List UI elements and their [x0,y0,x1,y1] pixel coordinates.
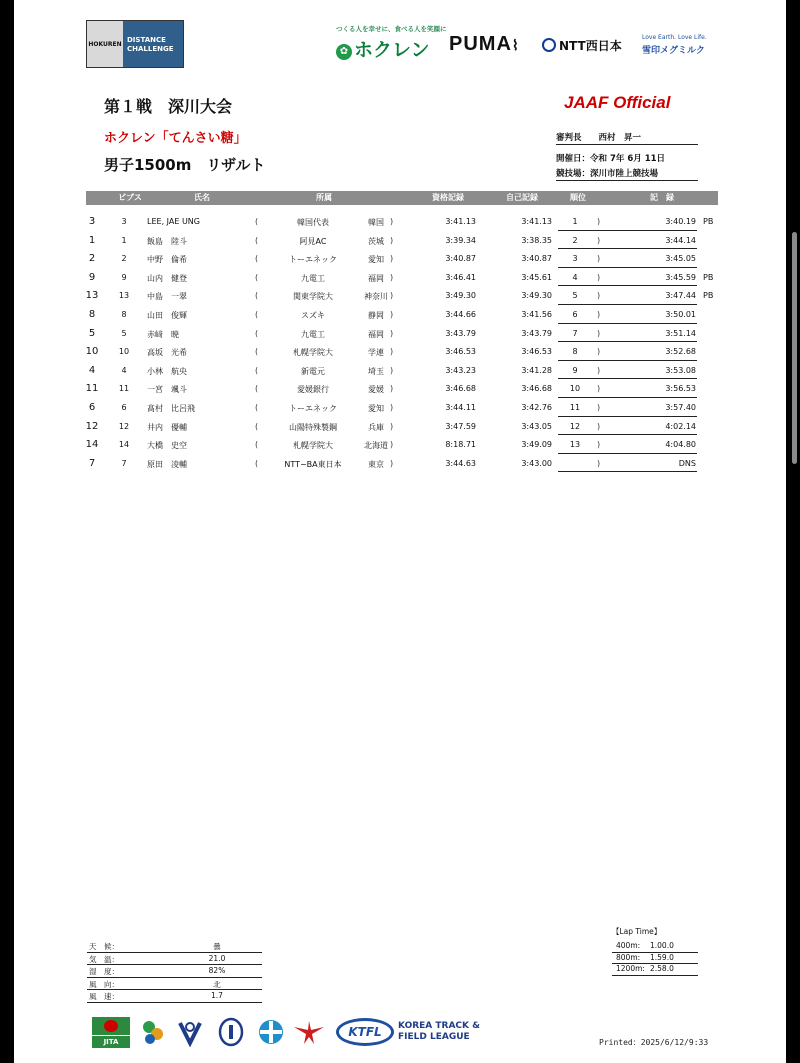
weather-label: 湿 度： [89,967,119,976]
megmilk-text: 雪印メグミルク [642,46,705,56]
order-cell: 7 [572,328,578,338]
prefecture-cell: 茨城 [368,236,384,246]
record-cell: 3:52.68 [665,347,696,357]
athlete-name-cell: 山内 健登 [147,273,187,283]
order-cell: 11 [569,403,581,412]
note-cell: PB [703,291,714,301]
logo-mark: HOKUREN [87,21,123,67]
record-underline [558,360,697,361]
paren-glyph: ) [597,384,601,394]
paren-glyph: ) [597,421,601,431]
paren-glyph: ( [255,440,259,450]
bib-cell: 14 [118,440,130,450]
megmilk-tagline: Love Earth. Love Life. [642,34,707,41]
prefecture-cell: 福岡 [368,329,384,339]
ktfl-line1: KOREA TRACK & [398,1021,480,1031]
paren-glyph: ( [255,272,259,282]
table-row [14,419,786,438]
record-cell: 3:45.05 [665,254,696,264]
prefecture-cell: 北海道 [364,441,388,451]
bib-cell: 12 [118,421,130,431]
personal-best-cell: 3:38.35 [521,235,552,245]
ktfl-badge: KTFL [336,1018,394,1046]
association-emblem-icon [216,1017,246,1047]
col-order: 順位 [570,193,586,202]
personal-best-cell: 3:46.68 [521,384,552,394]
qualifying-record-cell: 3:46.41 [445,272,476,282]
prefecture-cell: 愛知 [368,404,384,413]
info-divider [556,180,698,181]
note-cell: PB [703,272,714,282]
qualifying-record-cell: 3:49.30 [445,291,476,301]
table-row [14,214,786,233]
qualifying-record-cell: 3:47.59 [445,421,476,431]
order-cell: 12 [569,421,581,431]
ktfl-text [398,1021,480,1043]
record-underline [558,397,697,398]
table-row [14,344,786,363]
athlete-name-cell: 一宮 颯斗 [147,385,187,395]
bib-cell: 13 [118,291,130,301]
table-row [14,363,786,382]
record-underline [558,416,697,417]
hokuren-tagline: つくる人を幸せに、食べる人を笑顔に [336,25,447,33]
weather-row [87,940,262,953]
weather-value: 曇 [213,942,221,951]
record-underline [558,341,697,342]
prefecture-cell: 韓国 [368,218,384,227]
paren-glyph: ) [390,384,394,394]
qualifying-record-cell: 3:40.87 [445,254,476,264]
weather-value: 1.7 [211,991,223,1000]
athlete-name-cell: 小林 航央 [147,366,187,376]
paren-glyph: ( [255,403,259,412]
col-name: 氏名 [194,193,210,202]
col-personal-best: 自己記録 [506,193,538,202]
meet-venue: 競技場：深川市陸上競技場 [556,169,659,179]
affiliation-cell: 山陽特殊製鋼 [289,422,337,432]
record-underline [558,285,697,286]
paren-glyph: ) [390,328,394,338]
table-row [14,381,786,400]
paren-glyph: ) [597,365,601,375]
weather-label: 風 速： [89,992,119,1001]
paren-glyph: ) [390,272,394,282]
meet-title: 第１戦 深川大会 [104,97,233,116]
place-cell: 12 [85,420,99,432]
affiliation-cell: トーエネック [289,404,337,413]
weather-value: 21.0 [208,953,226,963]
personal-best-cell: 3:42.76 [521,403,552,412]
affiliation-cell: 九電工 [301,329,325,339]
place-cell: 13 [85,290,99,302]
record-underline [558,267,697,268]
personal-best-cell: 3:40.87 [521,254,552,264]
order-cell: 5 [572,291,578,301]
table-row [14,456,786,475]
megmilk-logo [642,34,707,56]
record-cell: 3:40.19 [665,217,696,226]
affiliation-cell: 九電工 [301,273,325,283]
results-table-header [86,191,718,205]
place-cell: 8 [88,309,96,320]
table-row [14,400,786,419]
paren-glyph: ) [390,254,394,264]
paren-glyph: ) [597,328,601,338]
prefecture-cell: 神奈川 [364,292,388,302]
hokkaido-logo [140,1017,166,1047]
paren-glyph: ) [390,403,394,412]
bib-cell: 8 [121,310,127,319]
bib-cell: 1 [121,235,127,245]
col-record: 記 録 [650,193,674,202]
record-underline [558,378,697,379]
qualifying-record-cell: 3:41.13 [445,217,476,226]
lap-value: 2.58.0 [650,964,674,973]
place-cell: 6 [88,402,96,413]
referee: 審判長 西村 昇一 [556,133,642,143]
paren-glyph: ) [390,347,394,357]
table-row [14,437,786,456]
order-cell: 9 [572,365,578,375]
order-cell: 2 [572,235,578,245]
paren-glyph: ) [597,403,601,412]
paren-glyph: ( [255,217,259,226]
bib-cell: 2 [121,254,127,264]
athlete-name-cell: 大橋 史空 [147,441,187,451]
athlete-name-cell: 中島 一翠 [147,292,187,302]
puma-cat-icon: ⌇ [511,37,520,53]
paren-glyph: ( [255,384,259,394]
paren-glyph: ) [597,272,601,282]
qualifying-record-cell: 3:43.23 [445,365,476,375]
logo-line1: DISTANCE [127,36,166,44]
record-cell: 3:51.14 [665,328,696,338]
paren-glyph: ( [255,328,259,338]
jita-text: JITA [92,1036,130,1048]
ntt-circle-icon [542,38,556,52]
qualifying-record-cell: 3:43.79 [445,328,476,338]
order-cell: 3 [572,254,578,264]
paren-glyph: ) [597,235,601,245]
place-cell: 11 [85,383,99,395]
athlete-name-cell: 山田 俊輝 [147,311,187,320]
place-cell: 7 [88,457,96,469]
athlete-name-cell: 中野 倫希 [147,255,187,265]
place-cell: 9 [88,271,96,283]
lap-value: 1.00.0 [650,941,674,950]
paren-glyph: ( [255,458,259,468]
affiliation-cell: 新電元 [301,366,325,376]
place-cell: 2 [88,253,96,265]
weather-label: 風 向： [89,979,119,989]
record-underline [558,248,697,249]
paren-glyph: ( [255,310,259,319]
lap-label: 1200m: [616,964,645,973]
personal-best-cell: 3:46.53 [521,347,552,357]
paren-glyph: ( [255,347,259,357]
personal-best-cell: 3:41.13 [521,217,552,226]
prefecture-cell: 兵庫 [368,422,384,432]
weather-label: 天 候： [89,942,119,951]
paren-glyph: ( [255,421,259,431]
paren-glyph: ) [390,310,394,319]
affiliation-cell: 札幌学院大 [293,348,333,358]
athlete-name-cell: 髙村 比呂飛 [147,404,195,413]
personal-best-cell: 3:43.05 [521,421,552,431]
jita-logo [92,1017,130,1047]
record-underline [558,434,697,435]
table-row [14,307,786,326]
table-row [14,288,786,307]
paren-glyph: ) [597,347,601,357]
qualifying-record-cell: 3:39.34 [445,235,476,245]
bib-cell: 5 [121,328,127,338]
affiliation-cell: 関東学院大 [293,292,333,302]
info-divider [556,144,698,145]
place-cell: 3 [88,216,96,227]
lap-time-table [612,926,698,976]
record-underline [558,323,697,324]
paren-glyph: ) [390,458,394,468]
lap-label: 400m: [616,941,641,950]
city-emblem-icon [176,1017,204,1047]
paren-glyph: ) [390,235,394,245]
lap-time-title: 【Lap Time】 [612,927,662,936]
paren-glyph: ) [390,365,394,375]
order-cell: 1 [572,217,578,226]
scrollbar-thumb[interactable] [792,232,797,464]
record-cell: 4:04.80 [665,440,696,450]
record-underline [558,230,697,231]
paren-glyph: ) [390,291,394,301]
prefecture-cell: 東京 [368,459,384,469]
paren-glyph: ) [597,310,601,319]
table-row [14,251,786,270]
lap-row [612,964,698,976]
order-cell: 8 [572,347,578,357]
weather-row [87,965,262,978]
personal-best-cell: 3:41.56 [521,310,552,319]
record-cell: 3:50.01 [665,310,696,319]
personal-best-cell: 3:49.30 [521,291,552,301]
record-cell: 3:56.53 [665,384,696,394]
athlete-name-cell: 井内 優輔 [147,422,187,432]
weather-row [87,953,262,966]
bib-cell: 9 [121,272,127,282]
paren-glyph: ) [597,440,601,450]
athlete-name-cell: 高坂 光希 [147,348,187,358]
qualifying-record-cell: 3:46.68 [445,384,476,394]
affiliation-cell: 愛媛銀行 [297,385,329,395]
qualifying-record-cell: 3:44.66 [445,310,476,319]
affiliation-cell: スズキ [301,311,325,320]
bib-cell: 10 [118,347,130,357]
prefecture-cell: 静岡 [368,311,384,320]
col-bib: ビブス [118,193,142,202]
paren-glyph: ( [255,235,259,245]
logo-line2: CHALLENGE [127,45,174,53]
paren-glyph: ) [390,217,394,226]
prefecture-cell: 埼玉 [368,366,384,376]
record-cell: 4:02.14 [665,421,696,431]
personal-best-cell: 3:45.61 [521,272,552,282]
results-table-body [14,214,786,484]
federation-emblem-icon [256,1017,286,1047]
record-underline [558,471,697,472]
prefecture-cell: 愛媛 [368,385,384,395]
affiliation-cell: 札幌学院大 [293,441,333,451]
meet-date: 開催日：令和 7年 6月 11日 [556,154,666,164]
order-cell: 13 [569,440,581,450]
weather-row [87,990,262,1003]
place-cell: 10 [85,346,99,358]
distance-challenge-logo [86,20,184,68]
bib-cell: 4 [121,365,127,375]
athlete-name-cell: 赤﨑 暁 [147,329,179,339]
affiliation-cell: 阿見AC [299,236,327,246]
prefecture-cell: 福岡 [368,273,384,283]
bib-cell: 7 [121,458,127,468]
record-cell: DNS [678,458,696,468]
note-cell: PB [703,217,714,226]
record-cell: 3:44.14 [665,235,696,245]
affiliation-cell: NTT−BA東日本 [284,459,342,469]
ntt-text: NTT西日本 [559,39,622,53]
leaf-icon: ✿ [336,44,352,60]
weather-value: 北 [213,979,221,989]
jaaf-official: JAAF Official [564,93,671,112]
athlete-name-cell: 原田 凌輔 [147,459,187,469]
qualifying-record-cell: 3:46.53 [445,347,476,357]
personal-best-cell: 3:49.09 [521,440,552,450]
hokuren-logo [336,35,430,62]
lap-value: 1.59.0 [650,952,674,962]
order-cell: 10 [569,384,581,394]
paren-glyph: ) [390,440,394,450]
printed-timestamp: Printed：2025/6/12/9:33 [599,1038,709,1047]
weather-label: 気 温： [89,954,119,964]
ntt-logo [542,37,622,54]
bib-cell: 11 [118,384,130,394]
ktfl-line2: FIELD LEAGUE [398,1032,470,1042]
hokuren-text: ホクレン [354,39,430,61]
bib-cell: 3 [121,217,127,226]
record-cell: 3:47.44 [665,291,696,301]
personal-best-cell: 3:43.79 [521,328,552,338]
bib-cell: 6 [121,403,127,412]
qualifying-record-cell: 8:18.71 [445,440,476,450]
record-underline [558,304,697,305]
place-cell: 5 [88,327,96,339]
qualifying-record-cell: 3:44.11 [445,403,476,412]
table-row [14,233,786,252]
record-cell: 3:57.40 [665,403,696,412]
personal-best-cell: 3:41.28 [521,365,552,375]
weather-row [87,978,262,991]
puma-logo [449,33,520,56]
affiliation-cell: トーエネック [289,255,337,265]
weather-table [87,940,262,1003]
results-sheet [14,0,786,1063]
place-cell: 14 [85,439,99,451]
order-cell: 6 [572,310,578,319]
col-qualifying: 資格記録 [432,193,464,202]
personal-best-cell: 3:43.00 [521,458,552,468]
prefecture-cell: 愛知 [368,255,384,265]
table-row [14,270,786,289]
qualifying-record-cell: 3:44.63 [445,458,476,468]
paren-glyph: ( [255,365,259,375]
lap-row [612,941,698,953]
table-row [14,326,786,345]
paren-glyph: ) [597,291,601,301]
lap-row [612,953,698,965]
record-cell: 3:45.59 [665,272,696,282]
col-affiliation: 所属 [316,193,332,202]
lap-label: 800m: [616,952,641,962]
record-underline [558,453,697,454]
paren-glyph: ( [255,291,259,301]
paren-glyph: ) [597,458,601,468]
puma-text: PUMA [449,33,512,55]
paren-glyph: ) [597,254,601,264]
affiliation-cell: 韓国代表 [297,218,329,227]
place-cell: 1 [88,234,96,246]
order-cell: 4 [572,272,578,282]
paren-glyph: ( [255,254,259,264]
weather-value: 82% [208,966,226,975]
event-title: 男子1500m リザルト [104,156,266,174]
event-sponsor: ホクレン「てんさい糖」 [104,131,247,146]
place-cell: 4 [88,364,96,376]
athlete-name-cell: 飯島 陸斗 [147,236,187,246]
athlete-name-cell: LEE, JAE UNG [147,217,200,226]
prefecture-cell: 学連 [368,348,384,358]
record-cell: 3:53.08 [665,365,696,375]
paren-glyph: ) [597,217,601,226]
bird-emblem-icon [292,1017,326,1047]
paren-glyph: ) [390,421,394,431]
